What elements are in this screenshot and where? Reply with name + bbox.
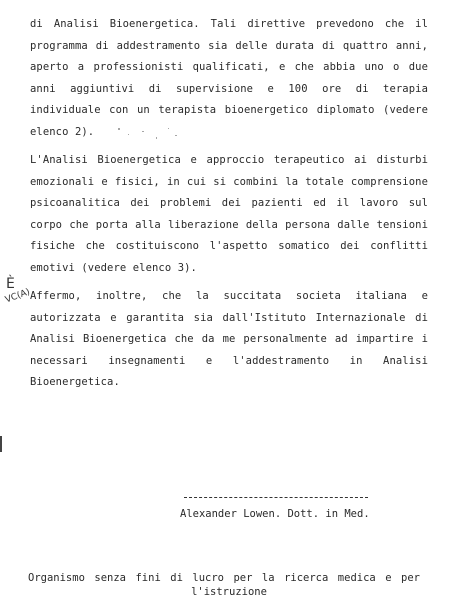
margin-note-letter: È [6, 276, 15, 292]
scan-edge-mark [0, 436, 2, 452]
text-line: elenco 2). [30, 125, 95, 138]
text-line: Affermo, inoltre, che la succitata societa italiana e [30, 290, 428, 302]
footer-line-2: l'istruzione [191, 586, 267, 598]
scan-speckle [118, 128, 120, 130]
text-line: di Analisi Bioenergetica. Tali direttive prevedono che il [30, 18, 428, 30]
text-line: emotivi (vedere elenco 3). [30, 261, 197, 274]
signature-name: Alexander Lowen. Dott. in Med. [180, 508, 370, 520]
text-line: emozionali e fisici, in cui si combini la totale comprensione [30, 175, 428, 188]
scan-speckle [142, 131, 144, 132]
text-line: programma di addestramento sia delle durata di quattro anni, [30, 39, 428, 52]
signature-dashes [184, 497, 368, 499]
margin-note-text: VC(A) [4, 287, 32, 306]
scan-speckle [156, 137, 157, 139]
text-line: Bioenergetica. [30, 376, 120, 388]
text-line: anni aggiuntivi di supervisione e 100 ore di terapia [30, 82, 428, 95]
text-line: corpo che porta alla liberazione della persona dalle tensioni [30, 218, 428, 231]
paragraph-bioenergetic-definition [30, 150, 428, 279]
text-line: individuale con un terapista bioenergetico diplomato (vedere [30, 104, 428, 116]
signature-block [180, 497, 380, 521]
text-line: autorizzata e garantita sia dall'Istituto Internazionale di [30, 311, 428, 324]
text-line: fisiche che costituiscono l'aspetto somatico dei conflitti [30, 240, 428, 252]
paragraph-training-program [30, 14, 428, 143]
scan-speckle [128, 134, 129, 135]
text-line: Analisi Bioenergetica che da me personalmente ad impartire i [30, 333, 428, 345]
paragraph-affirmation [30, 286, 428, 394]
text-line: necessari insegnamenti e l'addestramento in Analisi [30, 354, 428, 367]
text-line: L'Analisi Bioenergetica e approccio terapeutico ai disturbi [30, 154, 428, 166]
scan-speckle [168, 128, 169, 129]
text-line: aperto a professionisti qualificati, e che abbia uno o due [30, 61, 428, 73]
footer-line-1: Organismo senza fini di lucro per la ricerca medica e per [28, 572, 420, 584]
text-line: psicoanalitica dei problemi dei pazienti ed il lavoro sul [30, 197, 428, 209]
letterhead-footer [28, 571, 420, 599]
scan-speckle [175, 135, 177, 136]
handwritten-margin-note [2, 276, 32, 320]
